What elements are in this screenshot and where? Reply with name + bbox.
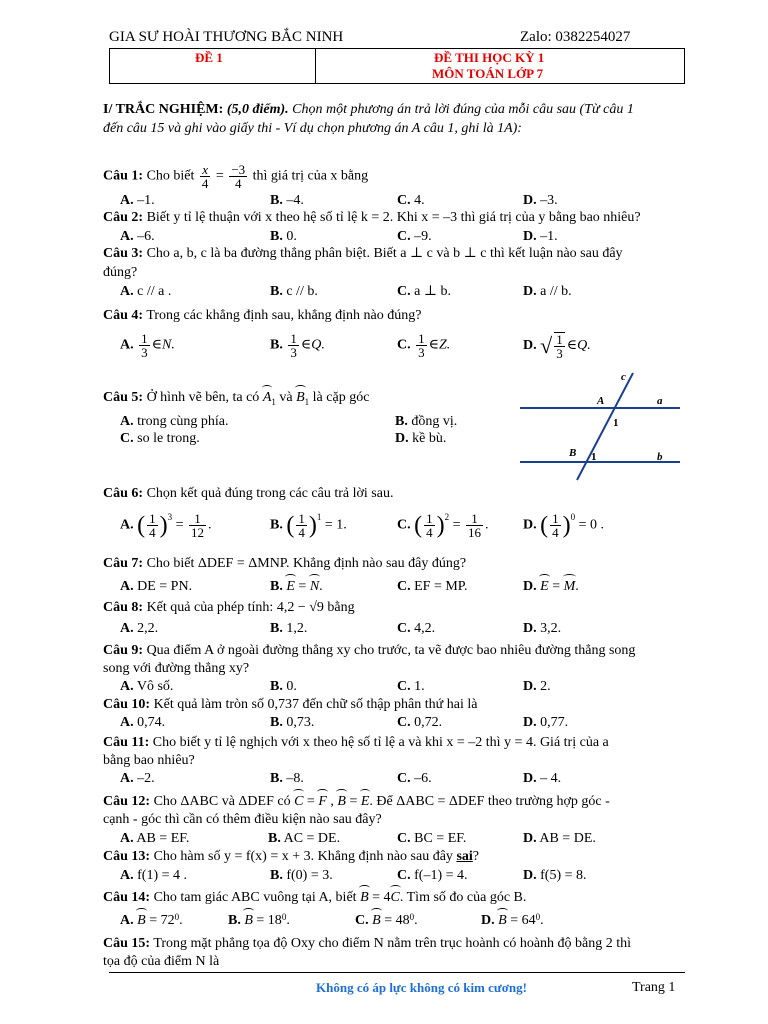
section-instruction-2: đến câu 15 và ghi vào giấy thi - Ví dụ chọn phương án A câu 1, ghi là 1A):: [103, 121, 522, 136]
q14-option-d: D. $B = 64^0$.: [481, 912, 544, 928]
question-15: Câu 15: Trong mặt phẳng tọa độ Oxy cho điểm N nằm trên trục hoành có hoành độ bằng 2 thì: [103, 936, 632, 951]
q13-option-a: A. f(1) = 4 .: [120, 868, 188, 883]
question-8: Câu 8: Kết quả của phép tính: 4,2 − √9 bằng: [103, 600, 355, 615]
label-B: B: [569, 447, 577, 459]
q14-option-b: B. $B = 18^0$.: [228, 912, 290, 928]
question-14: Câu 14: Cho tam giác ABC vuông tại A, biết B = 4C. Tìm số đo của góc B.: [103, 890, 527, 905]
q9-option-b: B. 0.: [270, 679, 297, 694]
q12-option-a: A. AB = EF.: [120, 831, 190, 846]
sqrt-sign: √: [540, 333, 553, 358]
footer-divider: [109, 972, 685, 973]
label-b: b: [657, 451, 663, 463]
question-9: Câu 9: Qua điểm A ở ngoài đường thẳng xy cho trước, ta vẽ được bao nhiêu đường thẳng song: [103, 643, 636, 658]
q1-option-c: C. 4.: [397, 193, 425, 208]
exam-title-2: MÔN TOÁN LỚP 7: [432, 66, 544, 81]
question-3: Câu 3: Cho a, b, c là ba đường thẳng phân biệt. Biết a ⊥ c và b ⊥ c thì kết luận nào sau đây: [103, 246, 623, 261]
q5-option-d: D. kề bù.: [395, 431, 447, 446]
q3-option-a: A. c // a .: [120, 284, 172, 299]
q7-option-b: B. E = N.: [270, 579, 323, 594]
question-4: Câu 4: Trong các khẳng định sau, khẳng định nào đúng?: [103, 308, 422, 323]
q9-option-c: C. 1.: [397, 679, 425, 694]
question-10: Câu 10: Kết quả làm tròn số 0,737 đến chữ số thập phân thứ hai là: [103, 697, 478, 712]
q8-option-d: D. 3,2.: [523, 621, 562, 636]
q5-option-a: A. trong cùng phía.: [120, 414, 229, 429]
q12-option-c: C. BC = EF.: [397, 831, 467, 846]
q4-option-b: B. $\frac{1}{3}$ ∈Q.: [270, 331, 325, 360]
q6-option-c: C. ( $\frac{1}{4}$ )$^2$ = $\frac{1}{16}$ .: [397, 511, 489, 540]
q7-option-d: D. E = M.: [523, 579, 579, 594]
question-12: Câu 12: Cho ΔABC và ΔDEF có C = F , B = E. Để ΔABC = ΔDEF theo trường hợp góc -: [103, 794, 610, 809]
question-13: Câu 13: Cho hàm số y = f(x) = x + 3. Khẳng định nào sau đây sai?: [103, 849, 479, 864]
question-1: Câu 1: Cho biết $\frac{x}{4}$ = $\frac{-3}{4}$ thì giá trị của x bằng: [103, 162, 369, 191]
q8-option-b: B. 1,2.: [270, 621, 308, 636]
q6-option-a: A. ( $\frac{1}{4}$ )$^3$ = $\frac{1}{12}$ .: [120, 511, 212, 540]
q3-option-b: B. c // b.: [270, 284, 318, 299]
q2-option-d: D. –1.: [523, 229, 558, 244]
question-2: Câu 2: Biết y tỉ lệ thuận với x theo hệ số tỉ lệ k = 2. Khi x = –3 thì giá trị của y bằng bao nhiêu?: [103, 210, 641, 225]
label-angle-1-bottom: 1: [591, 451, 597, 463]
q6-option-d: D. ( $\frac{1}{4}$ )$^0$ = 0 .: [523, 511, 605, 540]
section-instruction-1: Chọn một phương án trả lời đúng của mỗi câu sau (Từ câu 1: [292, 102, 634, 117]
label-a: a: [657, 395, 663, 407]
q4-option-d: D. √ $\frac{1}{3}$ ∈Q.: [523, 332, 591, 361]
q7-option-c: C. EF = MP.: [397, 579, 468, 594]
question-15-line-2: tọa độ của điểm N là: [103, 954, 220, 969]
q2-option-b: B. 0.: [270, 229, 297, 244]
q5-option-b: B. đồng vị.: [395, 414, 458, 429]
exam-code: ĐỀ 1: [195, 50, 223, 65]
q3-option-d: D. a // b.: [523, 284, 572, 299]
q10-option-a: A. 0,74.: [120, 715, 166, 730]
q2-option-c: C. –9.: [397, 229, 432, 244]
page-number: Trang 1: [632, 980, 676, 995]
q1-option-d: D. –3.: [523, 193, 558, 208]
q5-option-c: C. so le trong.: [120, 431, 200, 446]
q8-option-c: C. 4,2.: [397, 621, 436, 636]
q4-option-c: C. $\frac{1}{3}$ ∈Z.: [397, 331, 451, 360]
q11-option-a: A. –2.: [120, 771, 155, 786]
q1-option-b: B. –4.: [270, 193, 304, 208]
q13-option-c: C. f(–1) = 4.: [397, 868, 468, 883]
q14-option-a: A. $B = 72^0$.: [120, 912, 183, 928]
q4-option-a: A. $\frac{1}{3}$ ∈N.: [120, 331, 175, 360]
section-title: I/ TRẮC NGHIỆM:: [103, 102, 224, 117]
question-7: Câu 7: Cho biết ΔDEF = ΔMNP. Khẳng định nào sau đây đúng?: [103, 556, 467, 571]
parallel-lines-figure: [515, 368, 685, 483]
q6-option-b: B. ( $\frac{1}{4}$ )$^1$ = 1.: [270, 511, 347, 540]
question-12-line-2: cạnh - góc thì cần có thêm điều kiện nào sau đây?: [103, 812, 382, 827]
section-header: [103, 101, 634, 119]
q13-option-b: B. f(0) = 3.: [270, 868, 333, 883]
exam-title-1: ĐỀ THI HỌC KỲ 1: [434, 50, 545, 65]
q14-option-c: C. $B = 48^0$.: [355, 912, 418, 928]
tutor-name: GIA SƯ HOÀI THƯƠNG BẮC NINH: [109, 29, 344, 45]
q2-option-a: A. –6.: [120, 229, 155, 244]
q9-option-d: D. 2.: [523, 679, 551, 694]
q11-option-b: B. –8.: [270, 771, 304, 786]
footer-slogan: Không có áp lực không có kim cương!: [316, 980, 527, 995]
q10-option-c: C. 0,72.: [397, 715, 443, 730]
zalo-contact: Zalo: 0382254027: [520, 29, 631, 45]
q9-option-a: A. Vô số.: [120, 679, 174, 694]
label-A: A: [597, 395, 605, 407]
question-5: Câu 5: Ở hình vẽ bên, ta có $A_1$ và $B_1$ là cặp góc: [103, 390, 370, 407]
q7-option-a: A. DE = PN.: [120, 579, 193, 594]
sai-keyword: sai: [456, 849, 473, 864]
q3-option-c: C. a ⊥ b.: [397, 284, 452, 299]
q11-option-d: D. – 4.: [523, 771, 562, 786]
question-11: Câu 11: Cho biết y tỉ lệ nghịch với x theo hệ số tỉ lệ a và khi x = –2 thì y = 4. Giá trị của a: [103, 735, 609, 750]
question-11-line-2: bằng bao nhiêu?: [103, 753, 195, 768]
label-angle-1-top: 1: [613, 417, 619, 429]
question-3-line-2: đúng?: [103, 265, 138, 280]
question-9-line-2: song với đường thẳng xy?: [103, 661, 250, 676]
q8-option-a: A. 2,2.: [120, 621, 159, 636]
question-6: Câu 6: Chọn kết quả đúng trong các câu trả lời sau.: [103, 486, 394, 501]
section-points: (5,0 điểm).: [226, 102, 289, 117]
q10-option-b: B. 0,73.: [270, 715, 315, 730]
line-c: [577, 373, 633, 480]
q12-option-d: D. AB = DE.: [523, 831, 596, 846]
q13-option-d: D. f(5) = 8.: [523, 868, 587, 883]
q10-option-d: D. 0,77.: [523, 715, 569, 730]
q12-option-b: B. AC = DE.: [268, 831, 341, 846]
q11-option-c: C. –6.: [397, 771, 432, 786]
label-c: c: [621, 371, 626, 383]
q1-option-a: A. –1.: [120, 193, 155, 208]
